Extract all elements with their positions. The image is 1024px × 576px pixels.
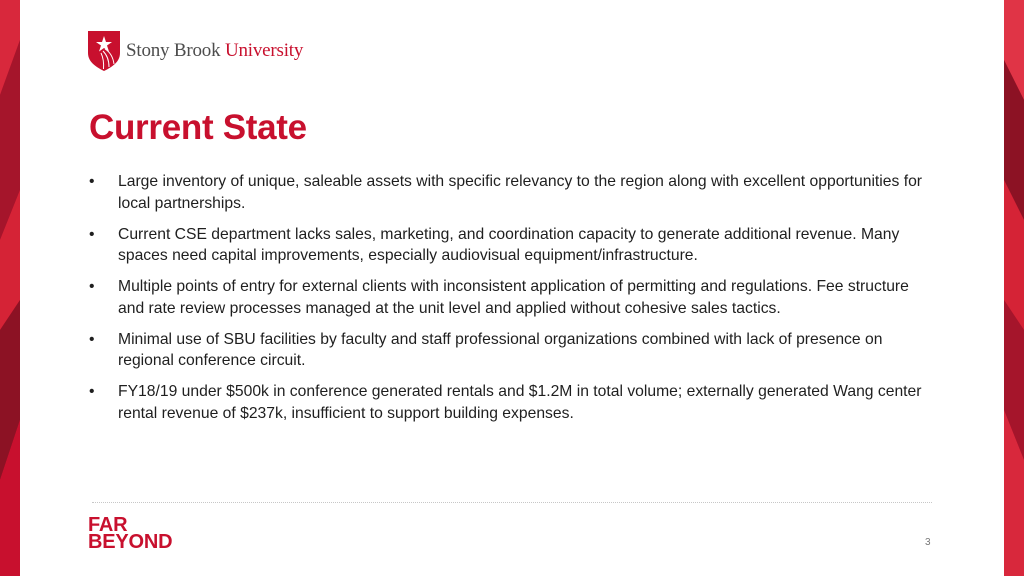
bullet-marker: • <box>89 330 95 348</box>
logo-word-stony-brook: Stony Brook <box>126 40 221 61</box>
bullet-marker: • <box>89 225 95 243</box>
bullet-item <box>89 224 939 267</box>
bullet-list <box>89 171 939 434</box>
left-edge-graphic <box>0 0 20 576</box>
bullet-text: Current CSE department lacks sales, marketing, and coordination capacity to generate additional revenue. Many spaces need capital improvements, especially audiovisual equipment/infrastructure. <box>118 225 900 264</box>
bullet-marker: • <box>89 383 95 400</box>
footer-divider <box>92 502 932 503</box>
slide-title: Current State <box>89 108 307 147</box>
bullet-marker: • <box>89 173 95 190</box>
right-edge-graphic <box>1004 0 1024 576</box>
far-beyond-wordmark <box>88 514 173 553</box>
bullet-item <box>89 171 939 214</box>
bullet-text: Minimal use of SBU facilities by faculty and staff professional organizations combined with lack of presence on regional conference circuit. <box>118 330 883 369</box>
university-logo <box>88 31 303 71</box>
bullet-item <box>89 381 939 424</box>
bullet-item <box>89 329 939 372</box>
far-beyond-line-2: BEYOND <box>88 531 173 553</box>
far-beyond-line-1: FAR <box>88 514 128 536</box>
bullet-text: FY18/19 under $500k in conference generated rentals and $1.2M in total volume; externally generated Wang center rental revenue of $237k, insufficient to support building expenses. <box>118 383 922 422</box>
bullet-item <box>89 276 939 319</box>
page-number: 3 <box>925 537 931 548</box>
bullet-text: Multiple points of entry for external clients with inconsistent application of permitting and regulations. Fee structure and rate review processes managed at the unit level and applied without cohesive sales tactics. <box>118 278 909 317</box>
shield-icon <box>88 31 120 71</box>
logo-word-university: University <box>224 40 304 61</box>
bullet-marker: • <box>89 278 95 295</box>
bullet-text: Large inventory of unique, saleable assets with specific relevancy to the region along with excellent opportunities for local partnerships. <box>118 173 923 212</box>
logo-wordmark <box>126 40 303 62</box>
